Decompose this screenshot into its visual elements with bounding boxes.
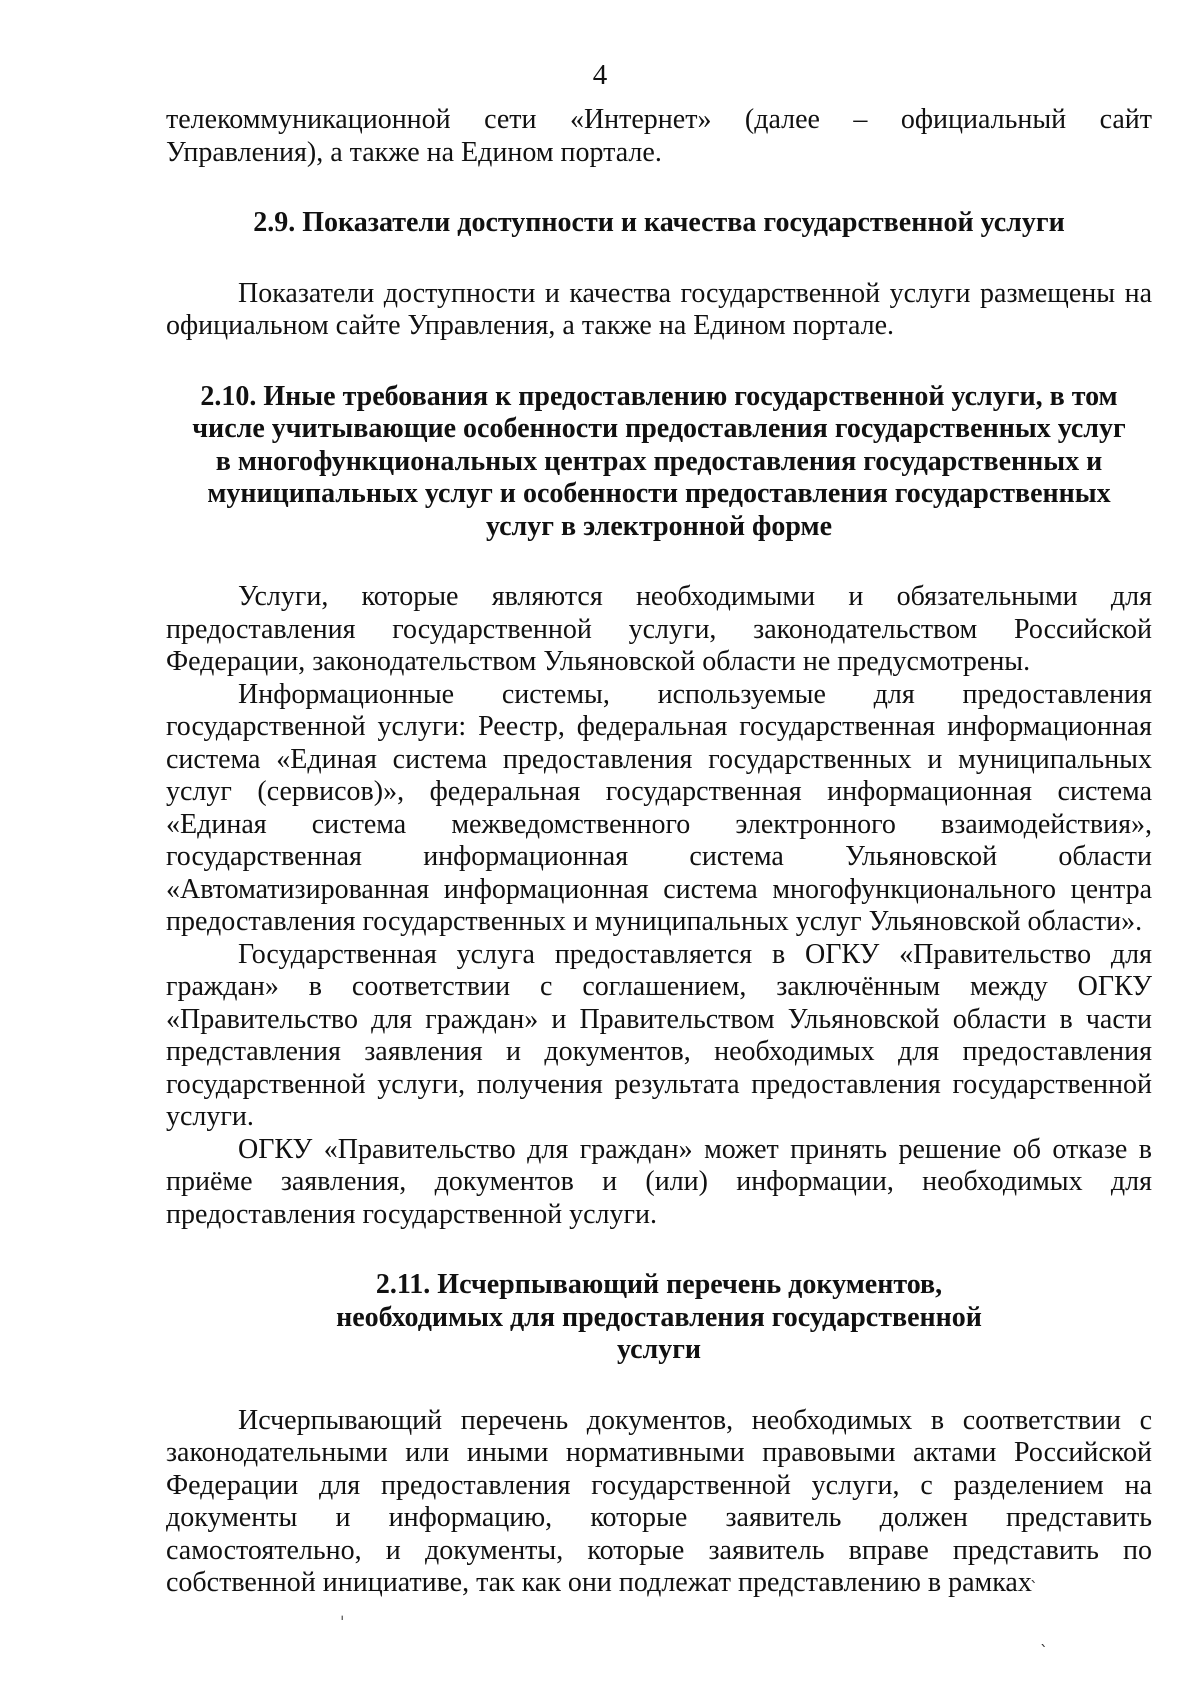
- document-body: [166, 104, 1152, 1600]
- section-heading-2-10: 2.10. Иные требования к предоставлению государственной услуги, в том числе учитывающие особенности предоставления государственных услуг в многофункциональных центрах предоставления государственных и муниципальных услуг и особенности предоставления государственных услуг в электронной форме: [192, 380, 1126, 542]
- paragraph-continuation: телекоммуникационной сети «Интернет» (далее – официальный сайт Управления), а также на Едином портале.: [166, 104, 1152, 168]
- paragraph-information-systems: Информационные системы, используемые для предоставления государственной услуги: Реестр, федеральная государственная информационная система «Единая система предоставления государственных и муниципальных услуг (сервисов)», федеральная государственная информационная система «Единая система межведомственного электронного взаимодействия», государственная информационная система Ульяновской области «Автоматизированная информационная система многофункционального центра предоставления государственных и муниципальных услуг Ульяновской области».: [166, 678, 1152, 937]
- page-number: 4: [592, 59, 608, 91]
- scan-speck: ˈ: [340, 1613, 345, 1632]
- paragraph-mfc-provision: Государственная услуга предоставляется в ОГКУ «Правительство для граждан» в соответствии с соглашением, заключённым между ОГКУ «Правительство для граждан» и Правительством Ульяновской области в части представления заявления и документов, необходимых для предоставления государственной услуги, получения результата предоставления государственной услуги.: [166, 938, 1152, 1132]
- paragraph-availability: Показатели доступности и качества государственной услуги размещены на официальном сайте Управления, а также на Едином портале.: [166, 277, 1152, 341]
- scan-speck: ˋ: [1030, 1578, 1038, 1597]
- paragraph-refusal: ОГКУ «Правительство для граждан» может принять решение об отказе в приёме заявления, документов и (или) информации, необходимых для предоставления государственной услуги.: [166, 1133, 1152, 1230]
- scan-speck: ˎ: [1040, 1628, 1048, 1647]
- paragraph-required-services: Услуги, которые являются необходимыми и обязательными для предоставления государственной услуги, законодательством Российской Федерации, законодательством Ульяновской области не предусмотрены.: [166, 581, 1152, 677]
- section-heading-2-9: 2.9. Показатели доступности и качества государственной услуги: [253, 207, 1065, 238]
- paragraph-documents-list: Исчерпывающий перечень документов, необходимых в соответствии с законодательными или иными нормативными правовыми актами Российской Федерации для предоставления государственной услуги, с разделением на документы и информацию, которые заявитель должен представить самостоятельно, и документы, которые заявитель вправе представить по собственной инициативе, так как они подлежат представлению в рамках: [166, 1404, 1152, 1598]
- section-heading-2-11: 2.11. Исчерпывающий перечень документов, необходимых для предоставления государственной услуги: [336, 1269, 982, 1365]
